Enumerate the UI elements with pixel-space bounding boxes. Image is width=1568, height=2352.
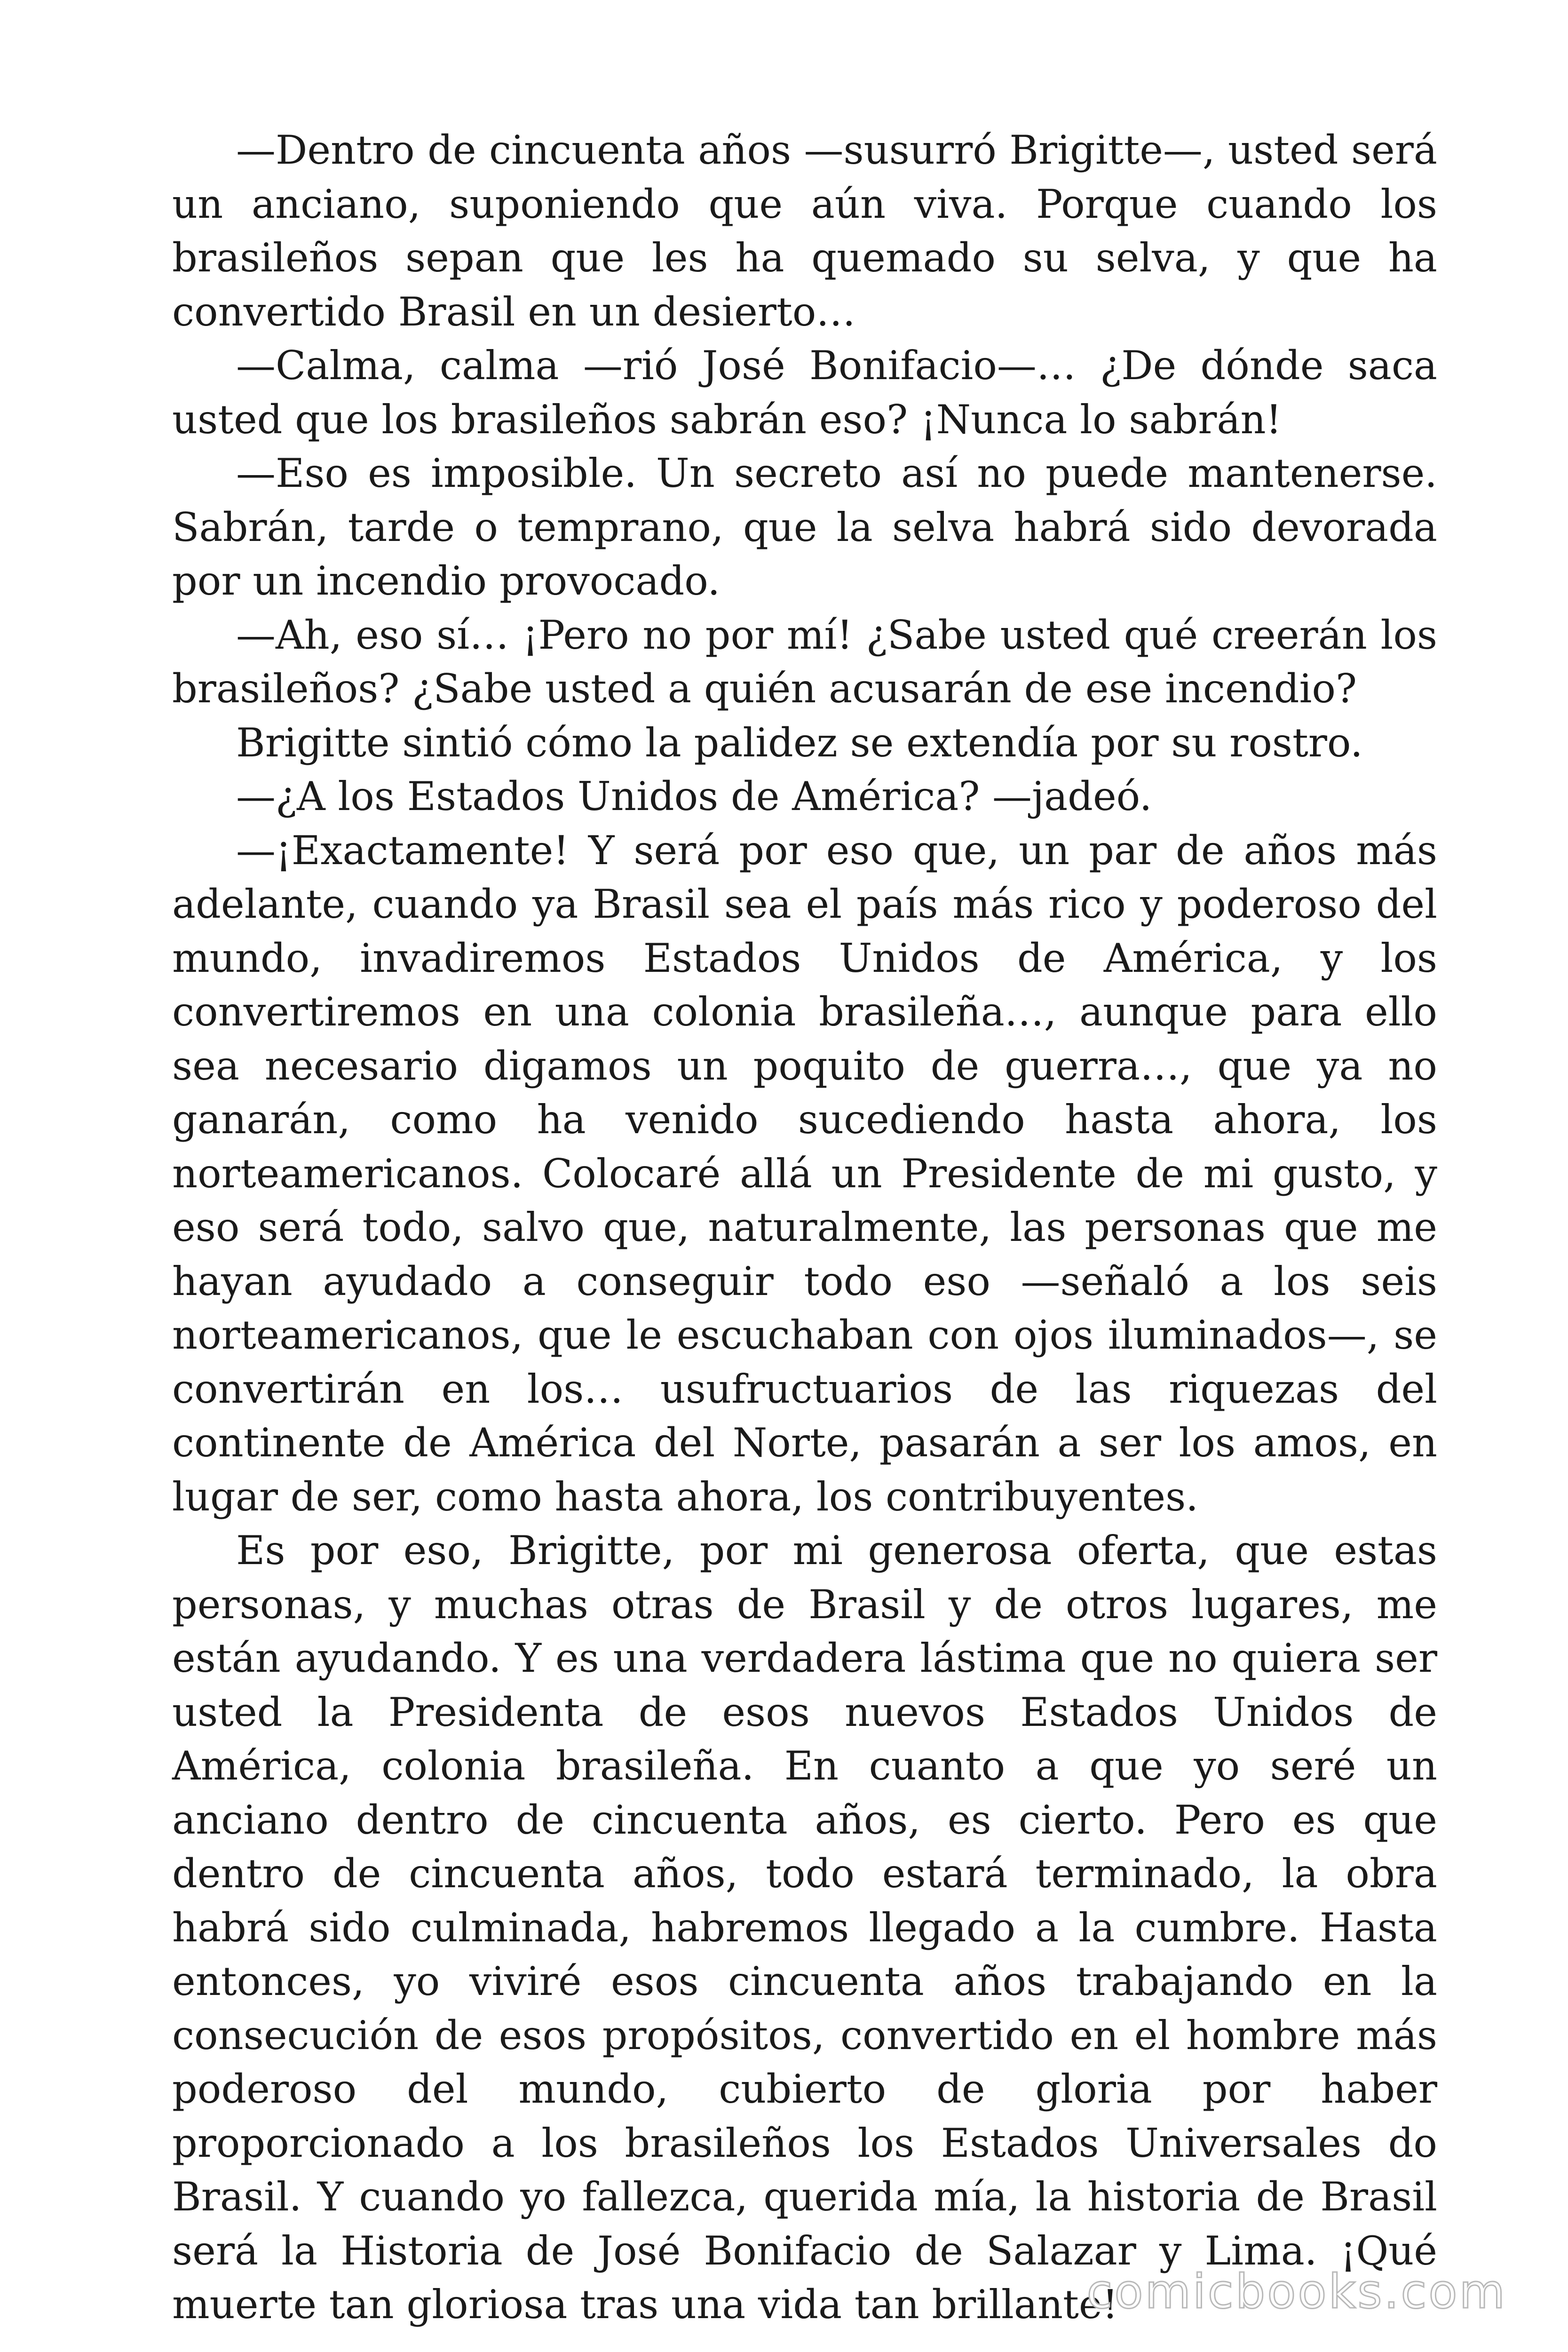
page-body-text — [172, 123, 1437, 2332]
paragraph: Brigitte sintió cómo la palidez se extendía por su rostro. — [236, 719, 1363, 766]
paragraph: —¿A los Estados Unidos de América? —jadeó. — [236, 773, 1152, 819]
paragraph: —Ah, eso sí… ¡Pero no por mí! ¿Sabe usted qué creerán los brasileños? ¿Sabe usted a quién acusarán de ese incendio? — [172, 612, 1437, 712]
paragraph: —Dentro de cincuenta años —susurró Brigitte—, usted será un anciano, suponiendo que aún viva. Porque cuando los brasileños sepan que les ha quemado su selva, y que ha convertido Brasil en un desierto… — [172, 127, 1437, 335]
watermark-text: comicbooks.com — [1086, 2264, 1507, 2319]
paragraph: Es por eso, Brigitte, por mi generosa oferta, que estas personas, y muchas otras de Brasil y de otros lugares, me están ayudando. Y es una verdadera lástima que no quiera ser usted la Presidenta de esos nuevos Estados Unidos de América, colonia brasileña. En cuanto a que yo seré un anciano dentro de cincuenta años, es cierto. Pero es que dentro de cincuenta años, todo estará terminado, la obra habrá sido culminada, habremos llegado a la cumbre. Hasta entonces, yo viviré esos cincuenta años trabajando en la consecución de esos propósitos, convertido en el hombre más poderoso del mundo, cubierto de gloria por haber proporcionado a los brasileños los Estados Universales do Brasil. Y cuando yo fallezca, querida mía, la historia de Brasil será la Historia de José Bonifacio de Salazar y Lima. ¡Qué muerte tan gloriosa tras una vida tan brillante! — [172, 1527, 1437, 2328]
paragraph: —Eso es imposible. Un secreto así no puede mantenerse. Sabrán, tarde o temprano, que la selva habrá sido devorada por un incendio provocado. — [172, 450, 1437, 604]
paragraph: —Calma, calma —rió José Bonifacio—… ¿De dónde saca usted que los brasileños sabrán eso? ¡Nunca lo sabrán! — [172, 342, 1437, 443]
paragraph: —¡Exactamente! Y será por eso que, un par de años más adelante, cuando ya Brasil sea el país más rico y poderoso del mundo, invadiremos Estados Unidos de América, y los convertiremos en una colonia brasileña…, aunque para ello sea necesario digamos un poquito de guerra…, que ya no ganarán, como ha venido sucediendo hasta ahora, los norteamericanos. Colocaré allá un Presidente de mi gusto, y eso será todo, salvo que, naturalmente, las personas que me hayan ayudado a conseguir todo eso —señaló a los seis norteamericanos, que le escuchaban con ojos iluminados—, se convertirán en los… usufructuarios de las riquezas del continente de América del Norte, pasarán a ser los amos, en lugar de ser, como hasta ahora, los contribuyentes. — [172, 827, 1437, 1520]
